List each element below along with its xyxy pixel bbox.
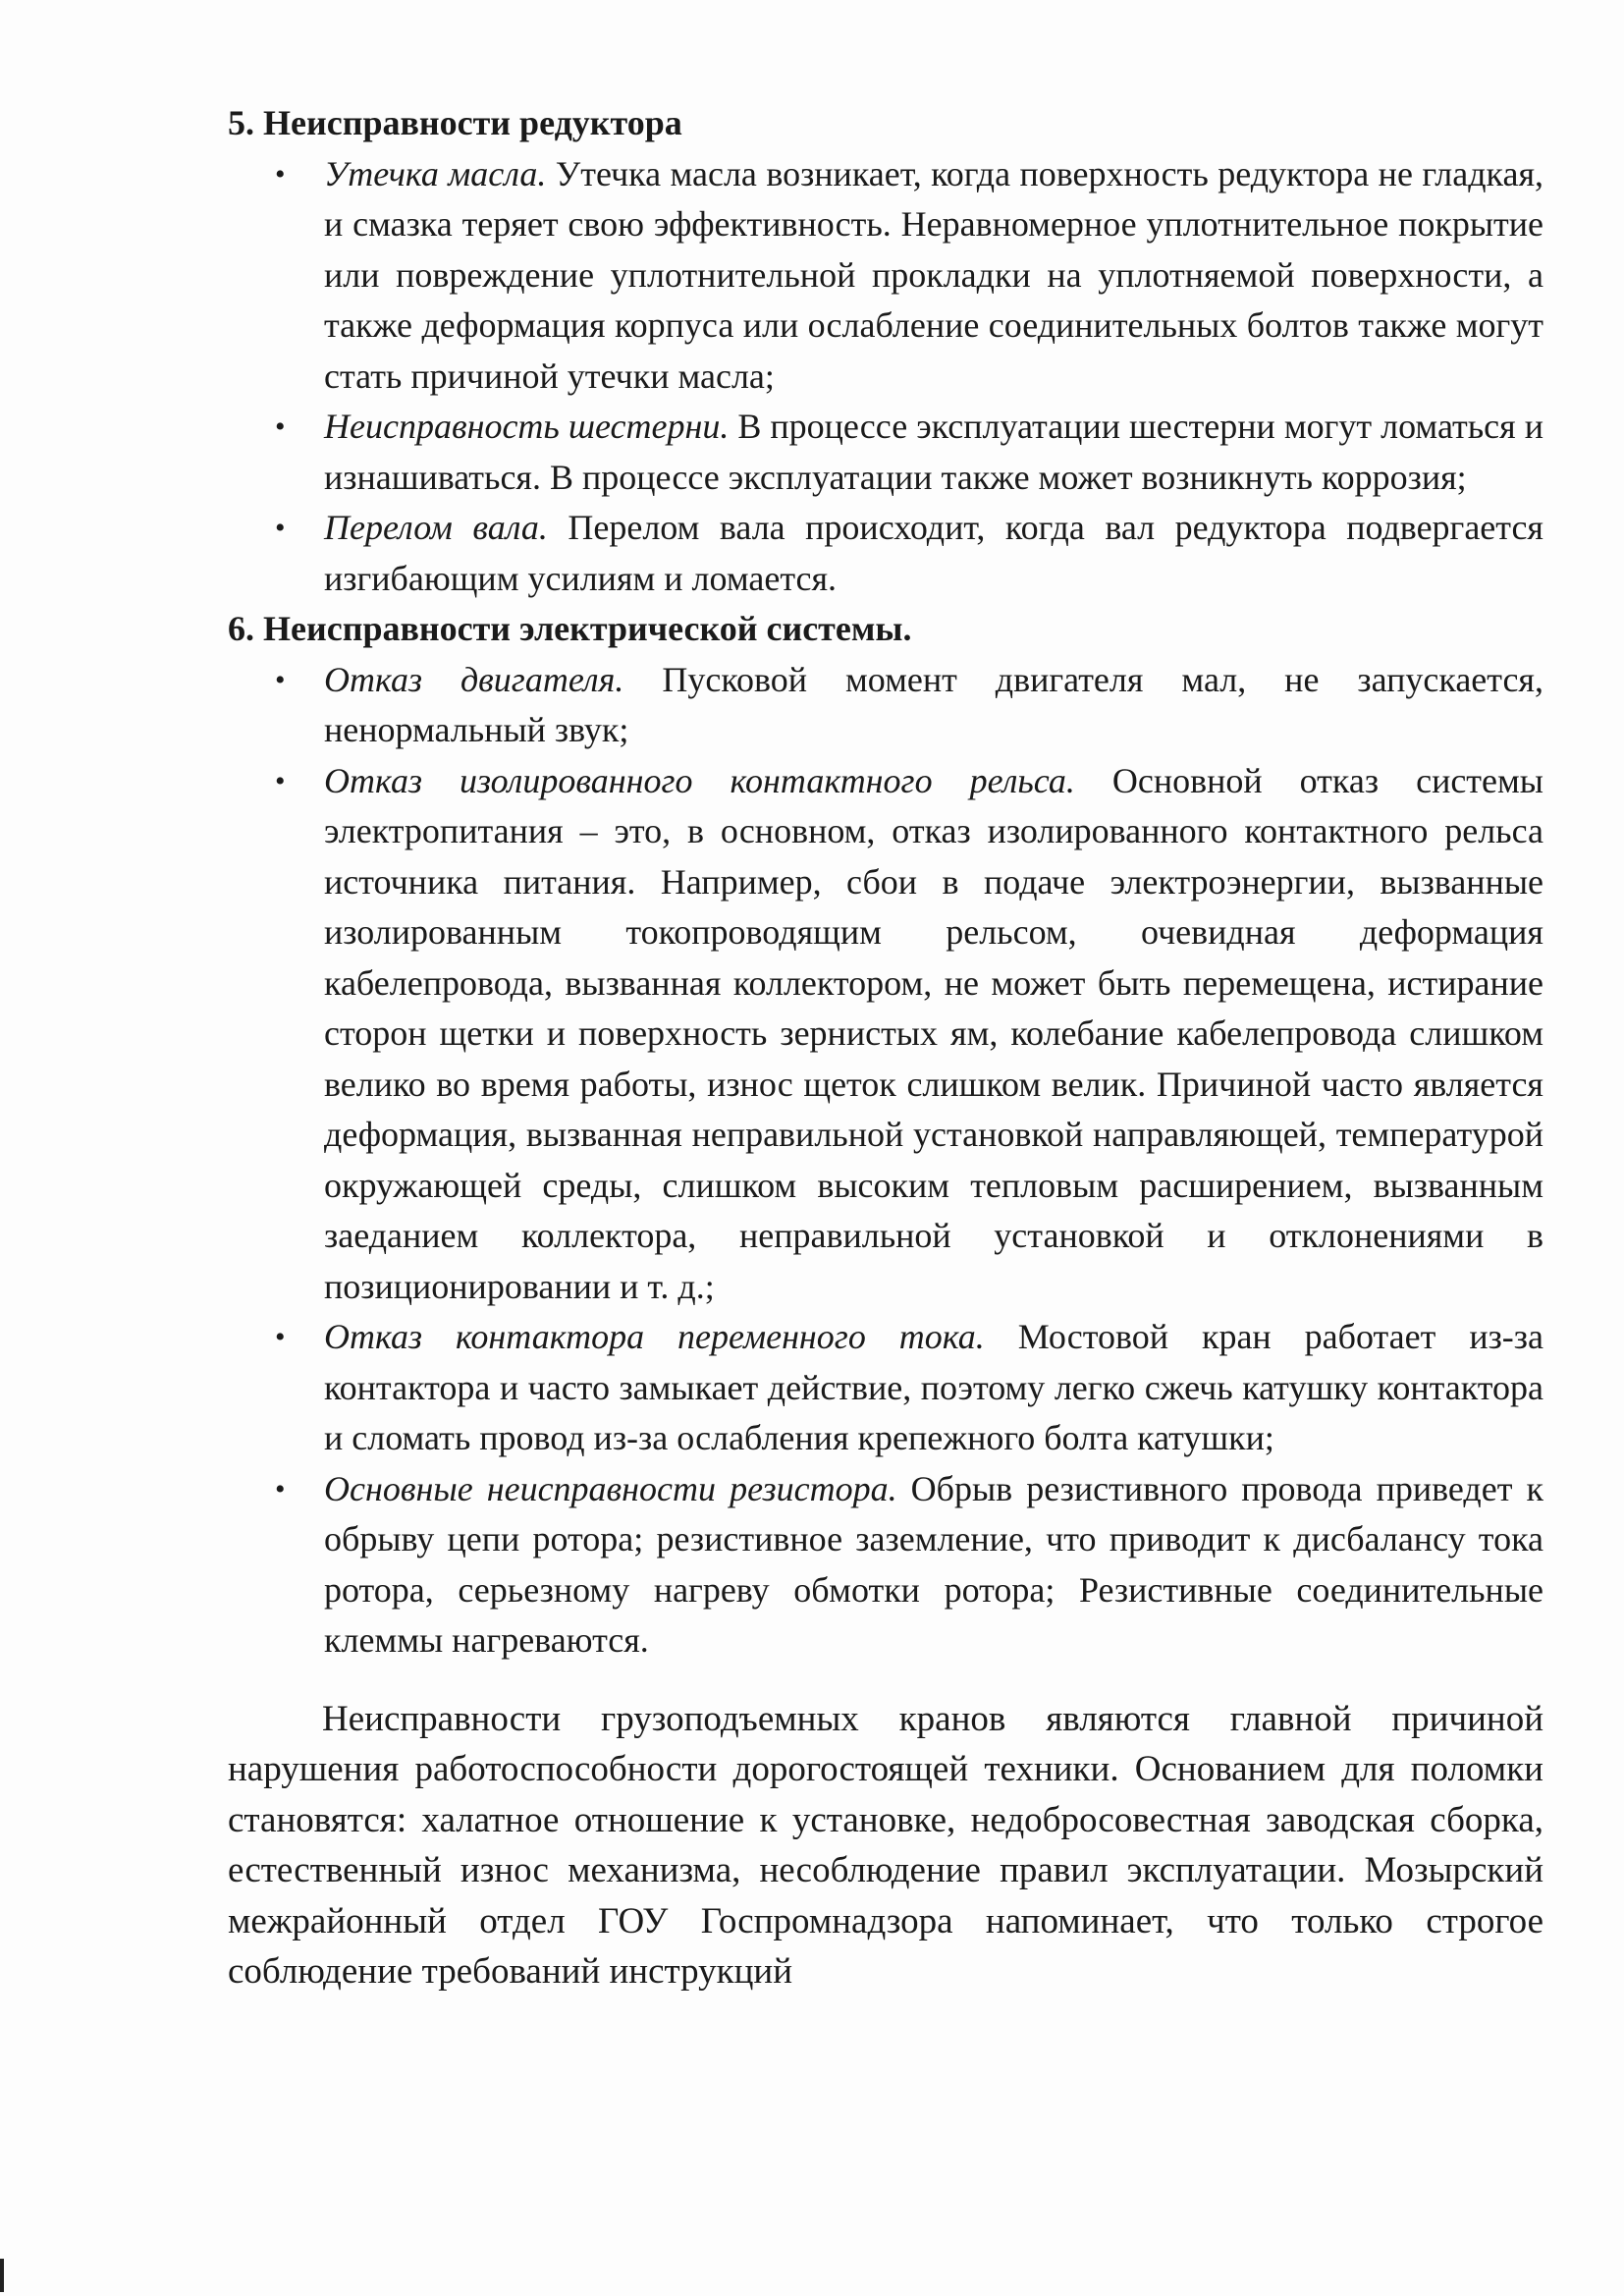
item-text: Перелом вала происходит, когда вал редуктора подвергается изгибающим усилиям и ломается.	[324, 508, 1543, 598]
list-item	[275, 503, 1543, 604]
item-text: Пусковой момент двигателя мал, не запускается, ненормальный звук;	[324, 659, 1543, 749]
item-title: Отказ контактора переменного тока.	[324, 1317, 985, 1356]
bullet-icon: •	[275, 1472, 286, 1505]
bullet-icon: •	[275, 764, 286, 797]
item-text: Мостовой кран работает из-за контактора и часто замыкает действие, поэтому легко сжечь катушку контактора и сломать провод из-за ослабления крепежного болта катушки;	[324, 1317, 1543, 1457]
item-title: Перелом вала.	[324, 508, 548, 547]
bullet-icon: •	[275, 1321, 286, 1353]
item-text: Обрыв резистивного провода приведет к обрыву цепи ротора; резистивное заземление, что приводит к дисбалансу тока ротора, серьезному нагреву обмотки ротора; Резистивные соединительные клеммы нагреваются.	[324, 1468, 1543, 1660]
item-title: Основные неисправности резистора.	[324, 1468, 897, 1508]
section-heading: 6. Неисправности электрической системы.	[228, 609, 912, 648]
section-heading: 5. Неисправности редуктора	[228, 103, 682, 142]
list-item	[275, 1312, 1543, 1464]
item-text: Основной отказ системы электропитания – это, в основном, отказ изолированного контактного рельса источника питания. Например, сбои в подаче электроэнергии, вызванные изолированным токопроводящим рельсом, очевидная деформация кабелепровода, вызванная коллектором, не может быть перемещена, истирание сторон щетки и поверхность зернистых ям, колебание кабелепровода слишком велико во время работы, износ щеток слишком велик. Причиной часто является деформация, вызванная неправильной установкой направляющей, температурой окружающей среды, слишком высоким тепловым расширением, вызванным заеданием коллектора, неправильной установкой и отклонениями в позиционировании и т. д.;	[324, 760, 1543, 1306]
section-reducer-faults	[228, 98, 1543, 604]
bullet-icon: •	[275, 410, 286, 443]
bullet-icon: •	[275, 663, 286, 696]
item-title: Утечка масла.	[324, 153, 547, 193]
fault-list	[228, 149, 1543, 605]
bullet-icon: •	[275, 157, 286, 191]
item-text: В процессе эксплуатации шестерни могут ломаться и изнашиваться. В процессе эксплуатации также может возникнуть коррозия;	[324, 407, 1543, 497]
list-item	[275, 655, 1543, 756]
item-title: Отказ двигателя.	[324, 659, 624, 699]
section-electrical-faults	[228, 604, 1543, 1667]
document-body	[228, 98, 1543, 1997]
list-item	[275, 402, 1543, 503]
item-title: Неисправность шестерни.	[324, 407, 730, 446]
list-item	[275, 149, 1543, 403]
bullet-icon: •	[275, 512, 286, 544]
item-text: Утечка масла возникает, когда поверхность редуктора не гладкая, и смазка теряет свою эффективность. Неравномерное уплотнительное покрытие или повреждение уплотнительной прокладки на уплотняемой поверхности, а также деформация корпуса или ослабление соединительных болтов также могут стать причиной утечки масла;	[324, 153, 1543, 396]
list-item	[275, 1464, 1543, 1667]
scan-artifact	[0, 2259, 4, 2292]
conclusion-paragraph: Неисправности грузоподъемных кранов являются главной причиной нарушения работоспособности дорогостоящей техники. Основанием для поломки становятся: халатное отношение к установке, недобросовестная заводская сборка, естественный износ механизма, несоблюдение правил эксплуатации. Мозырский межрайонный отдел ГОУ Госпромнадзора напоминает, что только строгое соблюдение требований инструкций	[228, 1698, 1543, 1992]
fault-list	[228, 655, 1543, 1667]
item-title: Отказ изолированного контактного рельса.	[324, 760, 1075, 800]
list-item	[275, 756, 1543, 1313]
